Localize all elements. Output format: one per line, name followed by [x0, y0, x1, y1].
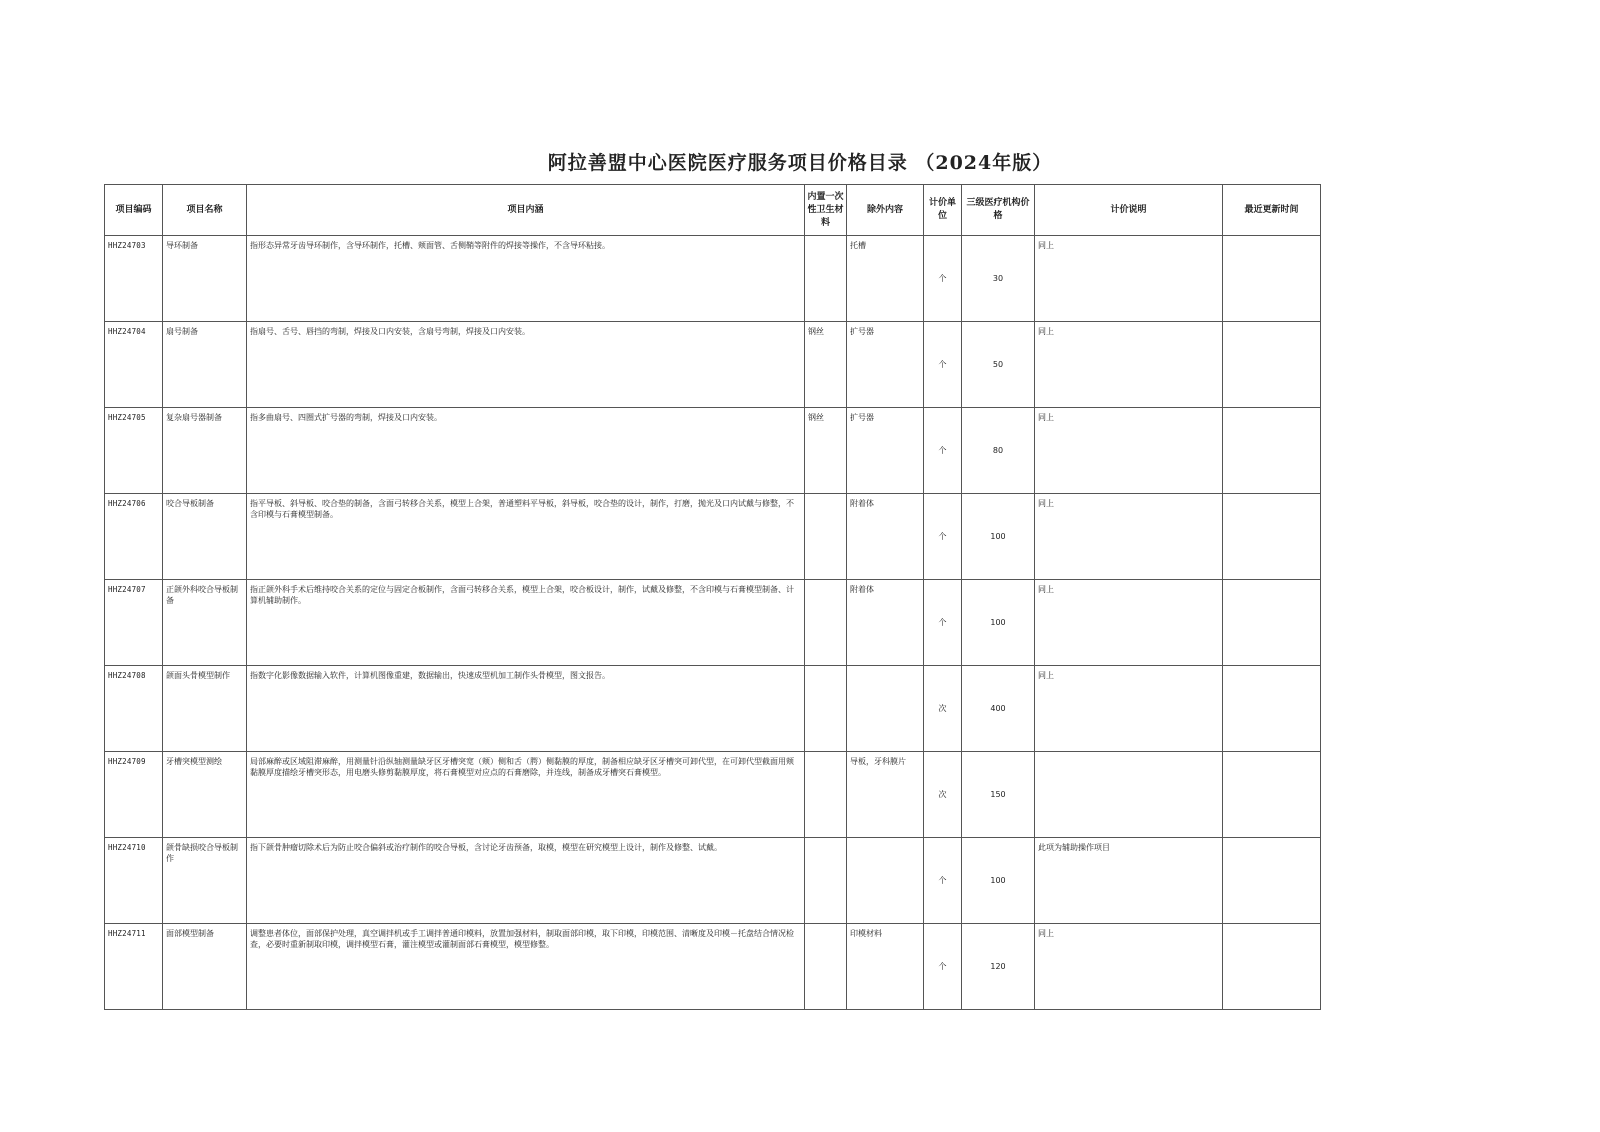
item-updated: [1223, 752, 1321, 838]
item-note: 此项为辅助操作项目: [1035, 838, 1223, 924]
item-unit: 个: [924, 494, 962, 580]
item-note: 同上: [1035, 666, 1223, 752]
col-header-code: 项目编码: [105, 185, 163, 236]
item-updated: [1223, 838, 1321, 924]
item-content: 指下颌骨肿瘤切除术后为防止咬合偏斜或治疗制作的咬合导板，含讨论牙齿预备，取模，模型在研究模型上设计，制作及修整、试戴。: [247, 838, 805, 924]
item-note: 同上: [1035, 236, 1223, 322]
item-unit: 次: [924, 752, 962, 838]
item-price: 30: [962, 236, 1035, 322]
table-row: [105, 580, 1321, 666]
item-updated: [1223, 236, 1321, 322]
item-price: 400: [962, 666, 1035, 752]
item-name: 复杂扇号器制备: [163, 408, 247, 494]
item-content: 指多曲扇号、四圈式扩号器的弯制，焊接及口内安装。: [247, 408, 805, 494]
item-material: 钢丝: [805, 408, 847, 494]
header-row: [105, 185, 1321, 236]
item-unit: 个: [924, 924, 962, 1010]
item-updated: [1223, 322, 1321, 408]
table-row: [105, 322, 1321, 408]
item-note: 同上: [1035, 924, 1223, 1010]
item-content: 局部麻醉或区域阻滞麻醉，用测量针沿纵轴测量缺牙区牙槽突宽（颊）侧和舌（腭）侧黏膜的厚度，制备相应缺牙区牙槽突可卸代型，在可卸代型截面用颊黏膜厚度描绘牙槽突形态，用电磨头修剪黏膜厚度，将石膏模型对应点的石膏磨除，并连线，制备成牙槽突石膏模型。: [247, 752, 805, 838]
item-updated: [1223, 408, 1321, 494]
item-excluded: [847, 838, 924, 924]
item-name: 咬合导板制备: [163, 494, 247, 580]
item-content: 指扇号、舌号、唇挡的弯制，焊接及口内安装，含扇号弯制，焊接及口内安装。: [247, 322, 805, 408]
col-header-note: 计价说明: [1035, 185, 1223, 236]
item-code: HHZ24708: [105, 666, 163, 752]
item-note: 同上: [1035, 494, 1223, 580]
item-excluded: 导板，牙科膜片: [847, 752, 924, 838]
item-content: 指平导板、斜导板、咬合垫的制备，含面弓转移合关系，模型上合架，普通塑料平导板，斜导板，咬合垫的设计，制作，打磨，抛光及口内试戴与修整，不含印模与石膏模型制备。: [247, 494, 805, 580]
item-price: 150: [962, 752, 1035, 838]
item-price: 100: [962, 580, 1035, 666]
item-code: HHZ24711: [105, 924, 163, 1010]
item-code: HHZ24710: [105, 838, 163, 924]
item-name: 牙槽突模型测绘: [163, 752, 247, 838]
item-note: 同上: [1035, 580, 1223, 666]
item-note: [1035, 752, 1223, 838]
item-excluded: 扩号器: [847, 322, 924, 408]
item-content: 调整患者体位，面部保护处理，真空调拌机或手工调拌普通印模料，放置加强材料，制取面部印模，取下印模，印模范围、清晰度及印模－托盘结合情况检查，必要时重新制取印模，调拌模型石膏，灌注模型或灌制面部石膏模型，模型修整。: [247, 924, 805, 1010]
table-row: [105, 494, 1321, 580]
item-updated: [1223, 924, 1321, 1010]
item-content: 指形态异常牙齿导环制作，含导环制作，托槽、颊面管、舌侧鞘等附件的焊接等操作，不含导环粘接。: [247, 236, 805, 322]
item-updated: [1223, 580, 1321, 666]
item-excluded: 附着体: [847, 580, 924, 666]
table-row: [105, 408, 1321, 494]
item-price: 100: [962, 494, 1035, 580]
item-unit: 个: [924, 580, 962, 666]
item-name: 颌骨缺损咬合导板制作: [163, 838, 247, 924]
item-code: HHZ24709: [105, 752, 163, 838]
item-excluded: 印模材料: [847, 924, 924, 1010]
item-price: 100: [962, 838, 1035, 924]
item-unit: 个: [924, 322, 962, 408]
table-row: [105, 838, 1321, 924]
col-header-updated: 最近更新时间: [1223, 185, 1321, 236]
col-header-unit: 计价单位: [924, 185, 962, 236]
item-material: [805, 494, 847, 580]
item-note: 同上: [1035, 408, 1223, 494]
col-header-content: 项目内涵: [247, 185, 805, 236]
item-price: 50: [962, 322, 1035, 408]
col-header-material: 内置一次性卫生材料: [805, 185, 847, 236]
item-material: [805, 838, 847, 924]
item-excluded: 托槽: [847, 236, 924, 322]
item-name: 导环制备: [163, 236, 247, 322]
col-header-excluded: 除外内容: [847, 185, 924, 236]
item-name: 面部模型制备: [163, 924, 247, 1010]
item-material: [805, 236, 847, 322]
item-code: HHZ24704: [105, 322, 163, 408]
item-note: 同上: [1035, 322, 1223, 408]
table-row: [105, 666, 1321, 752]
item-code: HHZ24706: [105, 494, 163, 580]
item-unit: 次: [924, 666, 962, 752]
item-code: HHZ24707: [105, 580, 163, 666]
item-name: 正颌外科咬合导板制备: [163, 580, 247, 666]
table-row: [105, 236, 1321, 322]
item-material: 钢丝: [805, 322, 847, 408]
item-content: 指数字化影像数据输入软件，计算机图像重建，数据输出，快速成型机加工制作头骨模型，图文报告。: [247, 666, 805, 752]
item-material: [805, 924, 847, 1010]
item-name: 扇号制备: [163, 322, 247, 408]
item-price: 80: [962, 408, 1035, 494]
col-header-price: 三级医疗机构价格: [962, 185, 1035, 236]
item-content: 指正颌外科手术后维持咬合关系的定位与固定合板制作，含面弓转移合关系，模型上合架，咬合板设计，制作，试戴及修整，不含印模与石膏模型制备、计算机辅助制作。: [247, 580, 805, 666]
price-table: [104, 184, 1321, 1010]
item-code: HHZ24703: [105, 236, 163, 322]
item-unit: 个: [924, 838, 962, 924]
item-material: [805, 666, 847, 752]
item-material: [805, 752, 847, 838]
col-header-name: 项目名称: [163, 185, 247, 236]
page-title: 阿拉善盟中心医院医疗服务项目价格目录 （2024年版）: [547, 152, 1053, 174]
item-excluded: 扩号器: [847, 408, 924, 494]
item-unit: 个: [924, 236, 962, 322]
item-code: HHZ24705: [105, 408, 163, 494]
item-unit: 个: [924, 408, 962, 494]
item-name: 颌面头骨模型制作: [163, 666, 247, 752]
item-material: [805, 580, 847, 666]
item-price: 120: [962, 924, 1035, 1010]
table-row: [105, 752, 1321, 838]
item-excluded: 附着体: [847, 494, 924, 580]
item-updated: [1223, 494, 1321, 580]
item-excluded: [847, 666, 924, 752]
table-row: [105, 924, 1321, 1010]
item-updated: [1223, 666, 1321, 752]
